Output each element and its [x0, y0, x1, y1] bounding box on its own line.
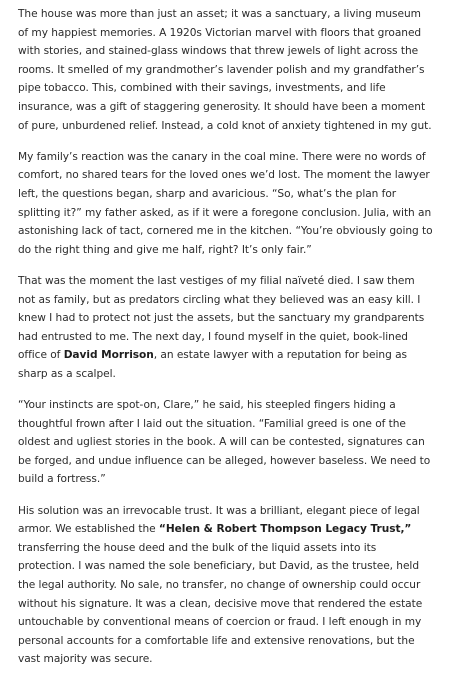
paragraph-5-text-start: His solution was an irrevocable trust. It was a brilliant, elegant piece of legal armor. We established the: [18, 504, 420, 536]
paragraph-4: [18, 396, 433, 489]
lawyer-name: David Morrison: [63, 349, 154, 362]
paragraph-3-text-start: That was the moment the last vestiges of my filial naïveté died. I saw them not as family, but as predators circling what they believed was an easy kill. I knew I had to protect not just the assets, but the sanctuary my grandparents had entrusted to me. The next day, I found myself in the quiet, book-lined office of: [18, 274, 425, 362]
paragraph-2-text: My family’s reaction was the canary in the coal mine. There were no words of comfort, no shared tears for the loved ones we’d lost. The moment the lawyer left, the questions began, sharp and avaricious. “So, what’s the plan for splitting it?” my father asked, as if it were a foregone conclusion. Julia, with an astonishing lack of tact, cornered me in the kitchen. “You’re obviously going to do the right thing and give me half, right? It’s only fair.”: [18, 150, 433, 256]
paragraph-3: [18, 272, 433, 384]
paragraph-1: [18, 5, 433, 135]
paragraph-4-text: “Your instincts are spot-on, Clare,” he said, his steepled fingers hiding a thoughtful frown after I laid out the situation. “Familial greed is one of the oldest and ugliest stories in the book. A will can be contested, signatures can be forged, and undue influence can be alleged, however baseless. We need to build a fortress.”: [18, 399, 431, 486]
trust-name: “Helen & Robert Thompson Legacy Trust,”: [158, 523, 412, 536]
paragraph-5: [18, 502, 433, 669]
paragraph-1-text: The house was more than just an asset; it was a sanctuary, a living museum of my happiest memories. A 1920s Victorian marvel with floors that groaned with stories, and stained-glass windows that threw jewels of light across the rooms. It smelled of my grandmother’s lavender polish and my grandfather’s pipe tobacco. This, combined with their savings, investments, and life insurance, was a gift of staggering generosity. It should have been a moment of pure, unburdened relief. Instead, a cold knot of anxiety tightened in my gut.: [18, 8, 432, 132]
document-body: [18, 5, 433, 682]
paragraph-5-text-end: transferring the house deed and the bulk of the liquid assets into its protection. I was named the sole beneficiary, but David, as the trustee, held the legal authority. No sale, no transfer, no change of ownership could occur without his signature. It was a clean, decisive move that rendered the estate untouchable by conventional means of coercion or fraud. I left enough in my personal accounts for a comfortable life and extensive renovations, but the vast majority was secure.: [18, 541, 423, 666]
paragraph-2: [18, 148, 433, 260]
paragraph-3-text-end: , an estate lawyer with a reputation for being as sharp as a scalpel.: [18, 349, 407, 380]
